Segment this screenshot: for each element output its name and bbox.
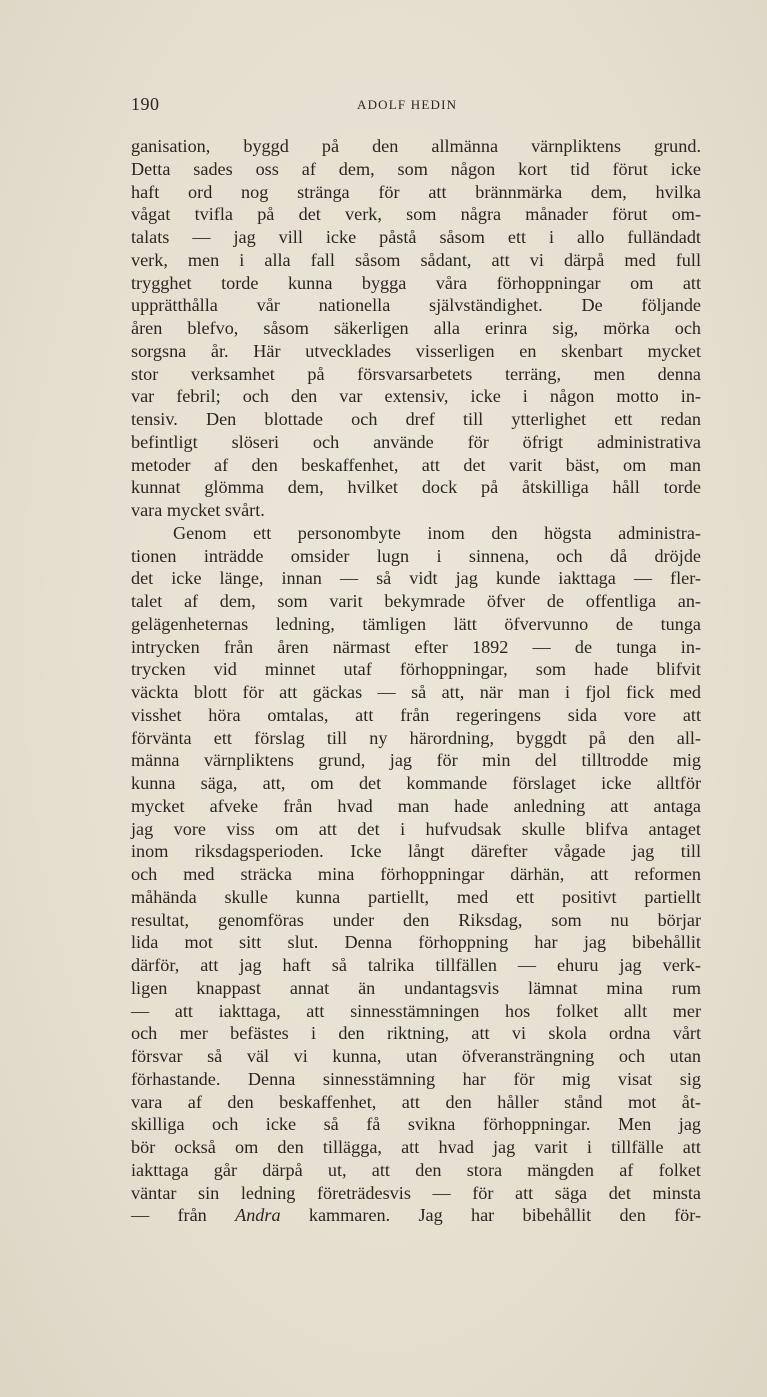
text-segment: kammaren. Jag har bibehållit den för- — [280, 1205, 701, 1226]
text-line: tensiv. Den blottade och dref till ytterlighet ett redan — [131, 409, 701, 429]
text-line — [131, 1204, 701, 1227]
text-line: lida mot sitt slut. Denna förhoppning har jag bibehållit — [131, 932, 701, 953]
text-line: vågat tvifla på det verk, som några månader förut om- — [131, 204, 701, 225]
text-line: talet af dem, som varit bekymrade öfver de offentliga an- — [131, 591, 701, 611]
text-line: tionen inträdde omsider lugn i sinnena, och då dröjde — [131, 545, 701, 566]
text-line: väntar sin ledning företrädesvis — för att säga det minsta — [131, 1182, 701, 1203]
text-line: och med sträcka mina förhoppningar därhän, att reformen — [131, 864, 701, 884]
body-text — [131, 135, 701, 1227]
text-line: kunnat glömma dem, hvilket dock på åtskilliga håll torde — [131, 477, 701, 498]
text-line: ganisation, byggd på den allmänna värnpliktens grund. — [131, 136, 701, 156]
text-line: gelägenheternas ledning, tämligen lätt öfvervunno de tunga — [131, 613, 701, 634]
text-line: metoder af den beskaffenhet, att det varit bäst, om man — [131, 454, 701, 475]
text-line: — att iakttaga, att sinnesstämningen hos folket allt mer — [131, 1000, 701, 1021]
text-line: det icke länge, innan — så vidt jag kunde iakttaga — fler- — [131, 568, 701, 589]
text-line: kunna säga, att, om det kommande förslaget icke alltför — [131, 773, 701, 793]
text-line: Genom ett personombyte inom den högsta administra- — [173, 522, 701, 543]
text-line: talats — jag vill icke påstå såsom ett i allo fulländadt — [131, 227, 701, 247]
text-line: därför, att jag haft så talrika tillfällen — ehuru jag verk- — [131, 955, 701, 975]
text-line: befintligt slöseri och använde för öfrigt administrativa — [131, 431, 701, 452]
text-segment: — från — [131, 1205, 236, 1226]
text-line: vara mycket svårt. — [131, 500, 265, 520]
text-line: försvar så väl vi kunna, utan öfveransträngning och utan — [131, 1046, 701, 1066]
text-line: visshet höra omtalas, att från regeringens sida vore att — [131, 704, 701, 725]
text-line: bör också om den tillägga, att hvad jag varit i tillfälle att — [131, 1137, 701, 1157]
text-line: måhända skulle kunna partiellt, med ett positivt partiellt — [131, 886, 701, 907]
text-line: ligen knappast annat än undantagsvis lämnat mina rum — [131, 977, 701, 998]
text-line: åren blefvo, såsom säkerligen alla erinra sig, mörka och — [131, 318, 701, 338]
text-line: var febril; och den var extensiv, icke i någon motto in- — [131, 386, 701, 407]
text-line: inom riksdagsperioden. Icke långt därefter vågade jag till — [131, 841, 701, 862]
text-line: jag vore viss om att det i hufvudsak skulle blifva antaget — [131, 818, 701, 839]
text-line: mycket afveke från hvad man hade anledning att antaga — [131, 795, 701, 816]
text-line: upprätthålla vår nationella självständighet. De följande — [131, 295, 701, 316]
text-line: förhastande. Denna sinnesstämning har för mig visat sig — [131, 1068, 701, 1089]
text-line: iakttaga går därpå ut, att den stora mängden af folket — [131, 1159, 701, 1180]
text-line: vara af den beskaffenhet, att den håller stånd mot åt- — [131, 1091, 701, 1112]
text-line: Detta sades oss af dem, som någon kort tid förut icke — [131, 158, 701, 179]
text-line: männa värnpliktens grund, jag för min del tilltrodde mig — [131, 750, 701, 771]
text-line: resultat, genomföras under den Riksdag, som nu börjar — [131, 909, 701, 930]
text-line: väckta blott för att gäckas — så att, när man i fjol fick med — [131, 682, 701, 702]
text-line: förvänta ett förslag till ny härordning, byggdt på den all- — [131, 727, 701, 748]
text-line: verk, men i alla fall såsom sådant, att vi därpå med full — [131, 249, 701, 270]
text-line: stor verksamhet på försvarsarbetets terräng, men denna — [131, 363, 701, 384]
text-line: trygghet torde kunna bygga våra förhoppningar om att — [131, 272, 701, 293]
page-number: 190 — [131, 94, 160, 114]
page-header — [131, 94, 701, 118]
text-line: trycken vid minnet utaf förhoppningar, som hade blifvit — [131, 659, 701, 680]
text-line: skilliga och icke så få svikna förhoppningar. Men jag — [131, 1114, 701, 1135]
text-line: haft ord nog stränga för att brännmärka dem, hvilka — [131, 181, 701, 202]
italic-word: Andra — [235, 1205, 281, 1226]
text-line: och mer befästes i den riktning, att vi skola ordna vårt — [131, 1023, 701, 1044]
text-line: intrycken från åren närmast efter 1892 — de tunga in- — [131, 636, 701, 657]
text-line: sorgsna år. Här utvecklades visserligen en skenbart mycket — [131, 340, 701, 361]
running-head: ADOLF HEDIN — [357, 97, 458, 112]
